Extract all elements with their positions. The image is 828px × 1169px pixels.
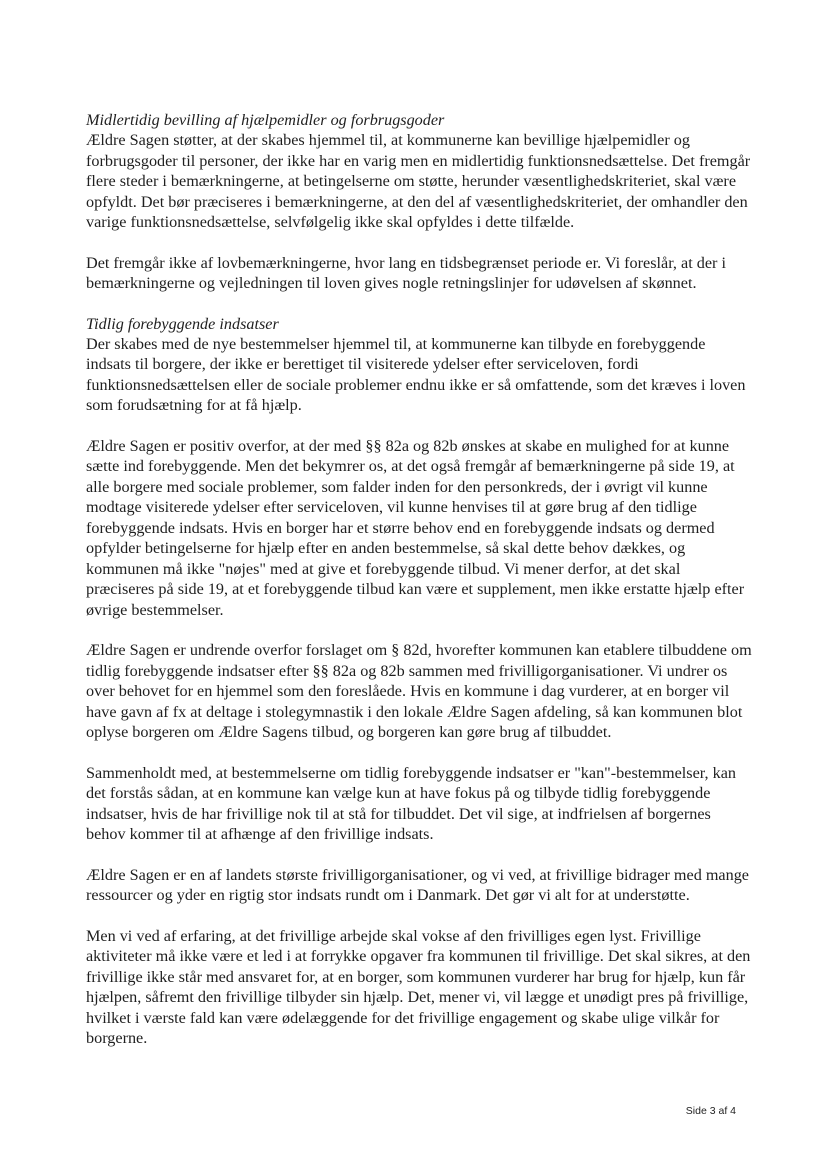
section-heading-tidlig-forebyggende: Tidlig forebyggende indsatser xyxy=(86,314,279,333)
paragraph: Der skabes med de nye bestemmelser hjemmel til, at kommunerne kan tilbyde en forebyggende indsats til borgere, der ikke er berettiget til visiterede ydelser efter serviceloven, fordi funktionsnedsættelsen eller de sociale problemer endnu ikke er så omfattende, som det kræves i loven som forudsætning for at få hjælp. xyxy=(86,334,746,414)
paragraph: Det fremgår ikke af lovbemærkningerne, hvor lang en tidsbegrænset periode er. Vi foreslår, at der i bemærkningerne og vejledningen til loven gives nogle retningslinjer for udøvelsen af skønnet. xyxy=(86,253,726,292)
paragraph: Ældre Sagen støtter, at der skabes hjemmel til, at kommunerne kan bevillige hjælpemidler og forbrugsgoder til personer, der ikke har en varig men en midlertidig funktionsnedsættelse. Det fremgår flere steder i bemærkningerne, at betingelserne om støtte, herunder væsentlighedskriteriet, skal være opfyldt. Det bør præciseres i bemærkningerne, at den del af væsentlighedskriteriet, der omhandler den varige funktionsnedsættelse, selvfølgelig ikke skal opfyldes i dette tilfælde. xyxy=(86,131,751,231)
paragraph: Ældre Sagen er undrende overfor forslaget om § 82d, hvorefter kommunen kan etablere tilbuddene om tidlig forebyggende indsatser efter §§ 82a og 82b sammen med frivilligorganisationer. Vi undrer os over behovet for en hjemmel som den foreslåede. Hvis en kommune i dag vurderer, at en borger vil have gavn af fx at deltage i stolegymnastik i den lokale Ældre Sagen afdeling, så kan kommunen blot oplyse borgeren om Ældre Sagens tilbud, og borgeren kan gøre brug af tilbuddet. xyxy=(86,641,752,741)
paragraph: Ældre Sagen er positiv overfor, at der med §§ 82a og 82b ønskes at skabe en mulighed for at kunne sætte ind forebyggende. Men det bekymrer os, at det også fremgår af bemærkningerne på side 19, at alle borgere med sociale problemer, som falder inden for den personkreds, der i øvrigt vil kunne modtage visiterede ydelser efter serviceloven, vil kunne henvises til at gøre brug af den tidlige forebyggende indsats. Hvis en borger har et større behov end en forebyggende indsats og dermed opfylder betingelserne for hjælp efter en anden bestemmelse, så skal dette behov dækkes, og kommunen må ikke "nøjes" med at give et forebyggende tilbud. Vi mener derfor, at det skal præciseres på side 19, at et forebyggende tilbud kan være et supplement, men ikke erstatte hjælp efter øvrige bestemmelser. xyxy=(86,436,745,619)
section-heading-midlertidig-bevilling: Midlertidig bevilling af hjælpemidler og forbrugsgoder xyxy=(86,111,445,129)
page-number: Side 3 af 4 xyxy=(685,1105,736,1117)
paragraph: Sammenholdt med, at bestemmelserne om tidlig forebyggende indsatser er "kan"-bestemmelser, kan det forstås sådan, at en kommune kan vælge kun at have fokus på og tilbyde tidlig forebyggende indsatser, hvis de har frivillige nok til at stå for tilbuddet. Det vil sige, at indfrielsen af borgernes behov kommer til at afhænge af den frivillige indsats. xyxy=(86,763,736,843)
paragraph: Men vi ved af erfaring, at det frivillige arbejde skal vokse af den frivilliges egen lyst. Frivillige aktiviteter må ikke være et led i at forrykke opgaver fra kommunen til frivillige. Det skal sikres, at den frivillige ikke står med ansvaret for, at en borger, som kommunen vurderer har brug for hjælp, kun får hjælpen, såfremt den frivillige tilbyder sin hjælp. Det, mener vi, vil lægge et unødigt pres på frivillige, hvilket i værste fald kan være ødelæggende for det frivillige engagement og skabe ulige vilkår for borgerne. xyxy=(86,926,751,1047)
paragraph: Ældre Sagen er en af landets største frivilligorganisationer, og vi ved, at frivillige bidrager med mange ressourcer og yder en rigtig stor indsats rundt om i Danmark. Det gør vi alt for at understøtte. xyxy=(86,865,749,904)
